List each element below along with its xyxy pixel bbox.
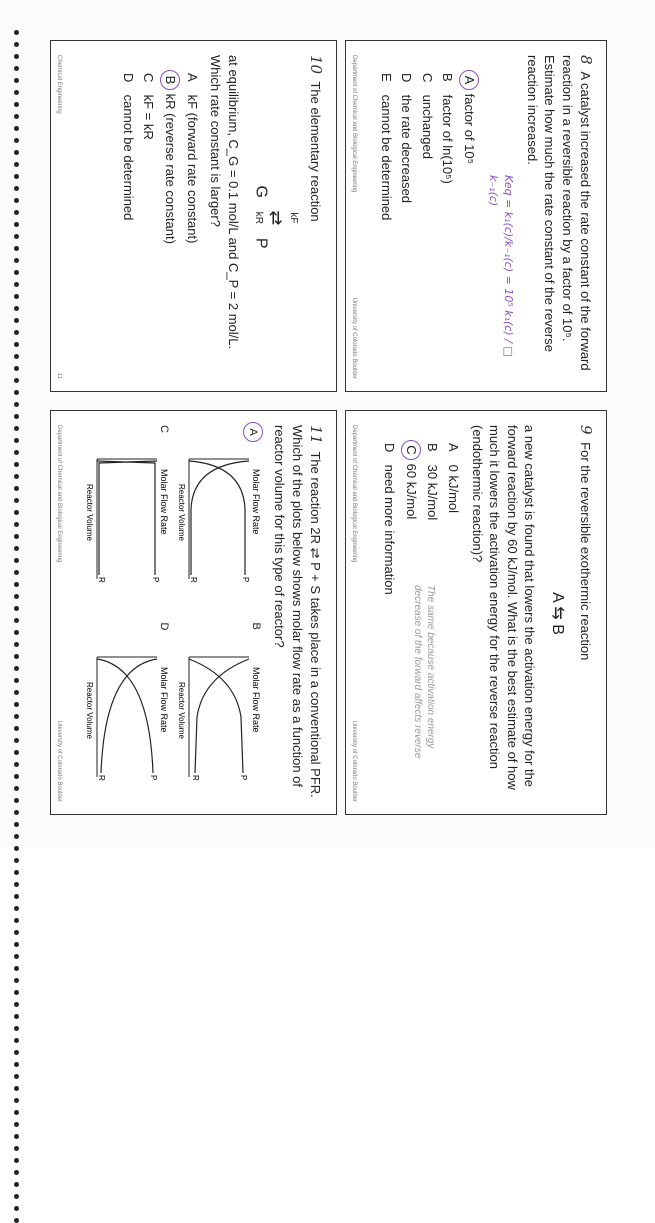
curve-r (101, 659, 157, 773)
slide-footer: Department of Chemical and Biological Engineering University of Colorado Boulder (56, 425, 63, 802)
question-text: For the reversible exothermic reaction (578, 442, 593, 661)
handwritten-equation: Keq = k₁(c)/k₋₁(c) = 10⁵ k₁(c) / □ k₋₁(c) (487, 175, 516, 357)
series-label-p: P (240, 577, 250, 583)
plot-b-graph (177, 637, 263, 787)
plot-b[interactable]: B Molar Flow Rate R P Reactor Volume (175, 623, 263, 803)
y-axis-label: Molar Flow Rate (158, 469, 169, 535)
curve-p (189, 461, 245, 575)
question-detail: a new catalyst is found that lowers the activation energy for the forward reaction by 60 kJ/mol. What is the best estimate of how much it lowers the activation energy for the reverse reaction (endothermic reaction)? (469, 425, 538, 790)
slide-question-11 (50, 410, 337, 815)
question-10 (306, 55, 326, 379)
choice-d[interactable]: D need more information (381, 443, 397, 595)
handwritten-note: The same because activation energy decrease of the forward affects reverse (411, 585, 437, 759)
y-axis-label: Molar Flow Rate (250, 666, 261, 733)
selected-circle: B (160, 70, 180, 90)
choice-c[interactable]: C unchanged (419, 73, 435, 159)
x-axis-label: Reactor Volume (176, 484, 186, 541)
series-label-r: R (96, 774, 106, 781)
curve-r (191, 461, 249, 575)
plot-c-graph (85, 439, 171, 589)
question-number: 9 (577, 425, 595, 435)
reaction-equation: G kF ⇄ kR P (252, 185, 299, 249)
question-9 (576, 425, 596, 802)
question-text: The reaction 2R ⇄ P + S takes place in a conventional PFR. Which of the plots below shows molar flow rate as a function of reactor volume for this type of reactor? (272, 425, 323, 798)
x-axis-label: Reactor Volume (84, 681, 94, 739)
series-label-p: P (238, 774, 248, 780)
question-number: 8 (577, 55, 595, 65)
series-label-p: P (150, 577, 160, 583)
y-axis-label: Molar Flow Rate (158, 666, 169, 733)
curve-p (97, 461, 155, 575)
series-label-r: R (188, 577, 198, 583)
choice-a[interactable]: A factor of 10⁵ (459, 73, 479, 379)
condition-text: at equilibrium, C_G = 0.1 mol/L and C_P = 2 mol/L. Which rate constant is larger? (208, 55, 241, 350)
y-axis-label: Molar Flow Rate (250, 469, 261, 535)
choice-e[interactable]: E cannot be determined (378, 73, 394, 221)
choice-b[interactable]: B kR (reverse rate constant) (160, 73, 180, 379)
choice-b[interactable]: B factor of ln(10⁵) (440, 73, 456, 184)
reaction-equation: A ⇆ B (548, 592, 566, 635)
curve-r (99, 461, 157, 575)
curve-p (97, 659, 153, 773)
choice-c[interactable]: C 60 kJ/mol (401, 443, 421, 802)
plot-a-graph (177, 439, 263, 589)
spiral-binding (14, 30, 22, 830)
choice-list (377, 73, 479, 379)
question-text: A catalyst increased the rate constant of the forward reaction in a reversible reaction by a factor of 10⁵. Estimate how much the rate constant of the reverse reaction increased. (524, 55, 593, 371)
plot-d-graph (85, 637, 171, 787)
slide-question-9 (345, 410, 607, 815)
slide-footer: Department of Chemical and Biological Engineering University of Colorado Boulder (351, 425, 358, 802)
choice-c[interactable]: C kF = kR (141, 73, 157, 140)
question-text: The elementary reaction (308, 81, 323, 222)
slide-question-8 (345, 40, 607, 392)
slide-footer: Department of Chemical and Biological Engineering University of Colorado Boulder (351, 55, 358, 379)
plot-d[interactable]: D Molar Flow Rate R P Reactor Volume (83, 623, 171, 803)
selected-circle: A (459, 70, 479, 90)
plot-c[interactable]: C Molar Flow Rate R P Reactor Volume (83, 425, 171, 605)
selected-circle: C (401, 440, 421, 460)
slide-question-10 (50, 40, 337, 392)
x-axis-label: Reactor Volume (176, 681, 186, 739)
choice-b[interactable]: B 30 kJ/mol (425, 443, 441, 521)
plot-a[interactable] (175, 425, 263, 605)
question-number: 11 (307, 425, 325, 445)
selected-circle: A (243, 422, 263, 442)
series-label-r: R (96, 577, 106, 583)
plot-grid (83, 425, 263, 802)
question-11 (271, 425, 326, 802)
series-label-p: P (148, 774, 158, 780)
choice-a[interactable]: A kF (forward rate constant) (184, 73, 200, 244)
slide-footer: Chemical Engineering 11 (56, 55, 63, 379)
equilibrium-arrows-icon: kF ⇄ kR (253, 210, 299, 226)
question-number: 10 (307, 55, 325, 75)
question-8 (523, 55, 596, 379)
choice-d[interactable]: D cannot be determined (120, 73, 136, 221)
choice-list (119, 73, 201, 379)
x-axis-label: Reactor Volume (84, 484, 94, 541)
choice-a[interactable]: A 0 kJ/mol (445, 443, 461, 514)
series-label-r: R (190, 774, 200, 781)
choice-d[interactable]: D the rate decreased (399, 73, 415, 204)
